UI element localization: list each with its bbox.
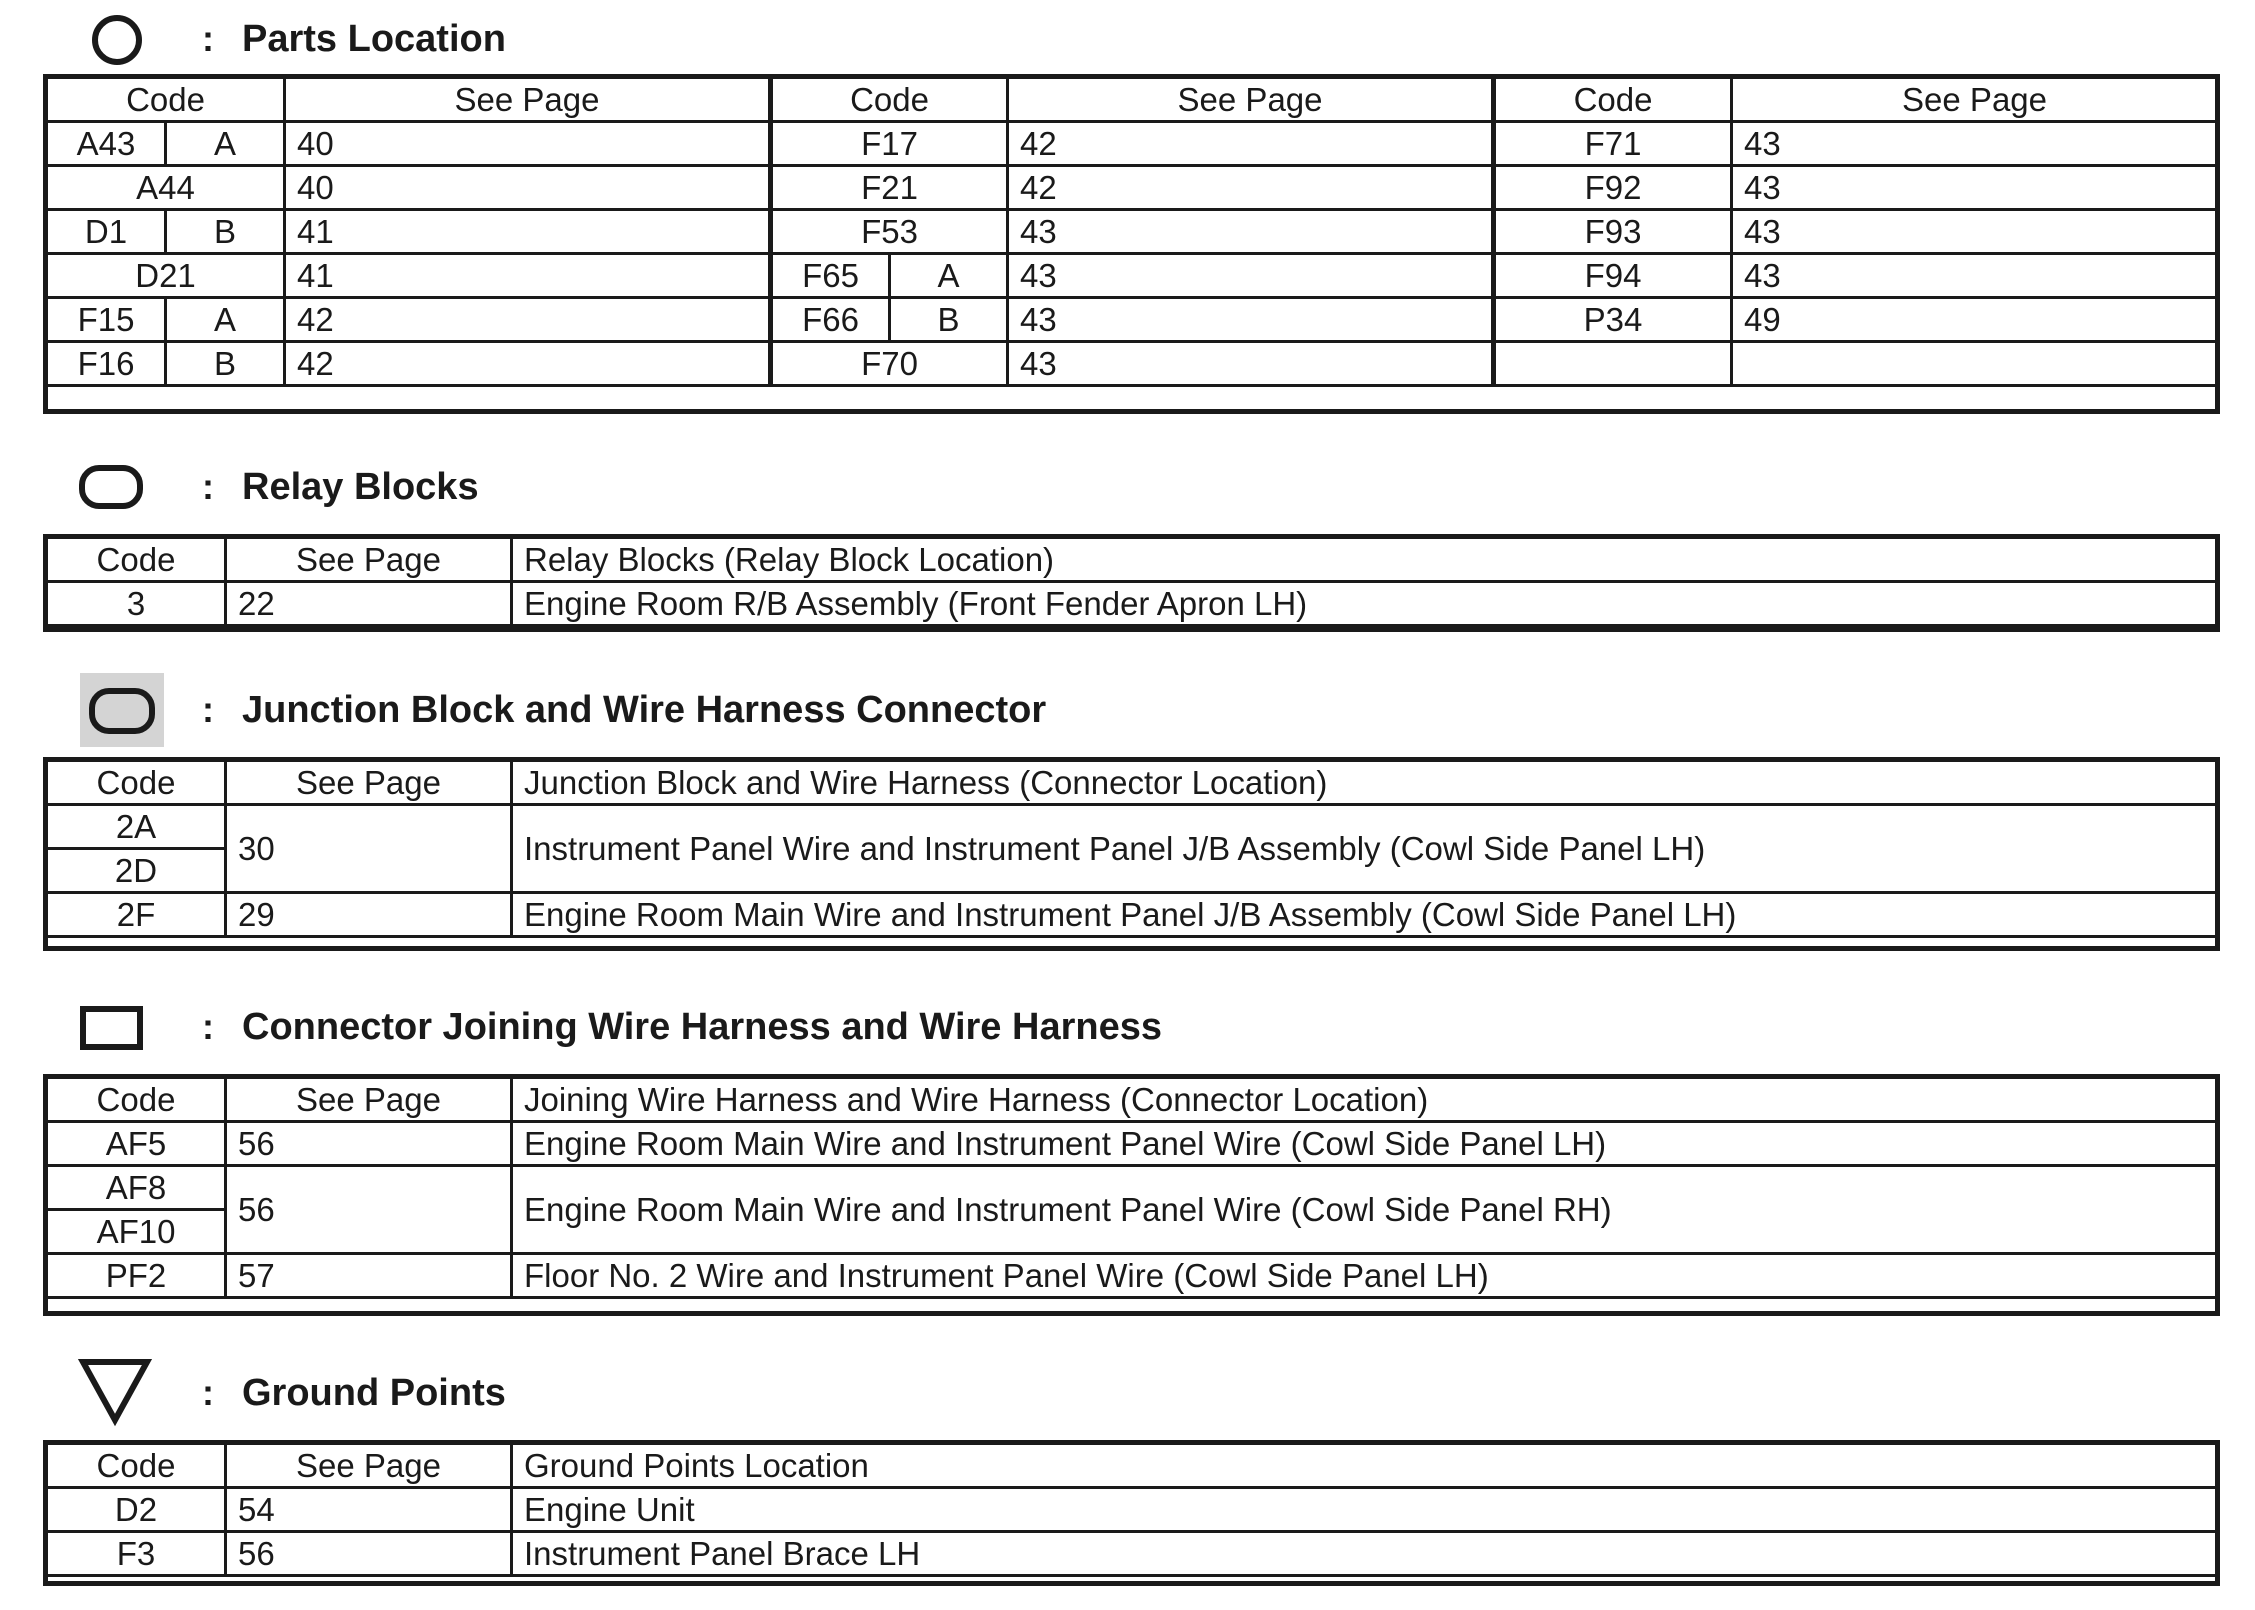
suffix-cell: A [166,298,285,342]
code-cell: F70 [771,342,1008,386]
page-cell: 41 [285,254,771,298]
code-cell: F71 [1494,122,1732,166]
header-location: Relay Blocks (Relay Block Location) [512,538,2218,582]
page-cell: 42 [285,342,771,386]
section-title-connector-joining: Connector Joining Wire Harness and Wire Harness [242,1006,1162,1048]
header-see-page: See Page [285,78,771,122]
code-cell: F92 [1494,166,1732,210]
page-cell: 43 [1732,254,2218,298]
parts-location-header [0,4,800,74]
page-cell [1732,342,2218,386]
code-cell: F65 [771,254,890,298]
circle-icon [82,4,152,74]
section-colon: : [202,1006,214,1047]
table-row [47,210,2218,254]
code-cell: F17 [771,122,1008,166]
page-cell: 43 [1732,166,2218,210]
suffix-cell: B [166,210,285,254]
page-cell: 43 [1008,254,1494,298]
table-header-row [47,1444,2218,1488]
table-row [47,254,2218,298]
page-cell: 43 [1008,210,1494,254]
code-cell: D21 [47,254,285,298]
code-cell: A43 [47,122,166,166]
page-cell: 57 [226,1254,512,1298]
page-cell: 42 [1008,122,1494,166]
junction-block-table [45,759,2219,938]
section-title-relay-blocks: Relay Blocks [242,466,479,508]
code-cell: A44 [47,166,285,210]
header-see-page: See Page [226,1444,512,1488]
code-cell: F53 [771,210,1008,254]
section-title-ground-points: Ground Points [242,1372,506,1414]
page-cell: 43 [1732,122,2218,166]
table-row [47,342,2218,386]
connector-joining-header [0,992,1300,1062]
page-cell: 43 [1732,210,2218,254]
page-cell: 54 [226,1488,512,1532]
code-cell: F3 [47,1532,226,1576]
relay-blocks-header [0,452,800,522]
parts-location-table [45,76,2219,387]
code-cell: 2D [47,849,226,893]
rectangle-icon [76,992,156,1062]
table-row [47,582,2218,626]
page-cell: 42 [285,298,771,342]
page-cell: 43 [1008,298,1494,342]
table-row [47,122,2218,166]
header-code: Code [47,538,226,582]
suffix-cell: B [890,298,1008,342]
table-row [47,1166,2218,1210]
page-cell: 40 [285,122,771,166]
table-row [47,805,2218,849]
ground-points-table [45,1442,2219,1577]
triangle-down-icon [76,1354,156,1434]
section-colon: : [202,689,214,730]
description-cell: Engine Unit [512,1488,2218,1532]
suffix-cell: A [166,122,285,166]
junction-block-header [0,675,1300,745]
table-header-row [47,538,2218,582]
header-see-page: See Page [1008,78,1494,122]
header-location: Joining Wire Harness and Wire Harness (Connector Location) [512,1078,2218,1122]
page-cell: 43 [1008,342,1494,386]
table-row [47,1254,2218,1298]
code-cell: AF8 [47,1166,226,1210]
suffix-cell: A [890,254,1008,298]
description-cell: Engine Room Main Wire and Instrument Panel Wire (Cowl Side Panel RH) [512,1166,2218,1254]
relay-blocks-table [45,536,2219,627]
section-colon: : [202,1372,214,1413]
table-header-row [47,761,2218,805]
code-cell: P34 [1494,298,1732,342]
description-cell: Instrument Panel Wire and Instrument Panel J/B Assembly (Cowl Side Panel LH) [512,805,2218,893]
header-see-page: See Page [226,761,512,805]
code-cell: F15 [47,298,166,342]
description-cell: Engine Room Main Wire and Instrument Panel Wire (Cowl Side Panel LH) [512,1122,2218,1166]
description-cell: Engine Room R/B Assembly (Front Fender Apron LH) [512,582,2218,626]
code-cell: 3 [47,582,226,626]
section-title-junction-block: Junction Block and Wire Harness Connector [242,689,1047,731]
shaded-rounded-rect-icon [80,673,164,747]
code-cell: 2A [47,805,226,849]
rounded-rect-icon [76,452,156,522]
table-header-row [47,78,2218,122]
page-cell: 41 [285,210,771,254]
code-cell: AF5 [47,1122,226,1166]
page-cell: 56 [226,1122,512,1166]
page-cell: 29 [226,893,512,937]
table-row [47,1122,2218,1166]
description-cell: Engine Room Main Wire and Instrument Panel J/B Assembly (Cowl Side Panel LH) [512,893,2218,937]
table-row [47,166,2218,210]
header-location: Ground Points Location [512,1444,2218,1488]
code-cell: D2 [47,1488,226,1532]
section-colon: : [202,466,214,507]
header-location: Junction Block and Wire Harness (Connector Location) [512,761,2218,805]
page-cell: 40 [285,166,771,210]
table-row [47,1532,2218,1576]
code-cell: 2F [47,893,226,937]
page-cell: 56 [226,1166,512,1254]
header-see-page: See Page [1732,78,2218,122]
code-cell: PF2 [47,1254,226,1298]
code-cell: F16 [47,342,166,386]
ground-points-header [0,1358,800,1428]
header-see-page: See Page [226,538,512,582]
code-cell: F21 [771,166,1008,210]
table-row [47,1488,2218,1532]
header-code: Code [1494,78,1732,122]
page-cell: 49 [1732,298,2218,342]
page-cell: 30 [226,805,512,893]
header-code: Code [47,761,226,805]
connector-joining-table [45,1076,2219,1299]
section-colon: : [202,18,214,59]
header-code: Code [47,1444,226,1488]
header-code: Code [47,78,285,122]
page-cell: 42 [1008,166,1494,210]
code-cell: F94 [1494,254,1732,298]
code-cell: D1 [47,210,166,254]
table-row [47,298,2218,342]
code-cell: F93 [1494,210,1732,254]
header-code: Code [771,78,1008,122]
section-title-parts-location: Parts Location [242,18,506,60]
table-row [47,893,2218,937]
description-cell: Floor No. 2 Wire and Instrument Panel Wire (Cowl Side Panel LH) [512,1254,2218,1298]
header-see-page: See Page [226,1078,512,1122]
table-header-row [47,1078,2218,1122]
code-cell [1494,342,1732,386]
description-cell: Instrument Panel Brace LH [512,1532,2218,1576]
header-code: Code [47,1078,226,1122]
code-cell: F66 [771,298,890,342]
page-cell: 22 [226,582,512,626]
suffix-cell: B [166,342,285,386]
code-cell: AF10 [47,1210,226,1254]
page-cell: 56 [226,1532,512,1576]
